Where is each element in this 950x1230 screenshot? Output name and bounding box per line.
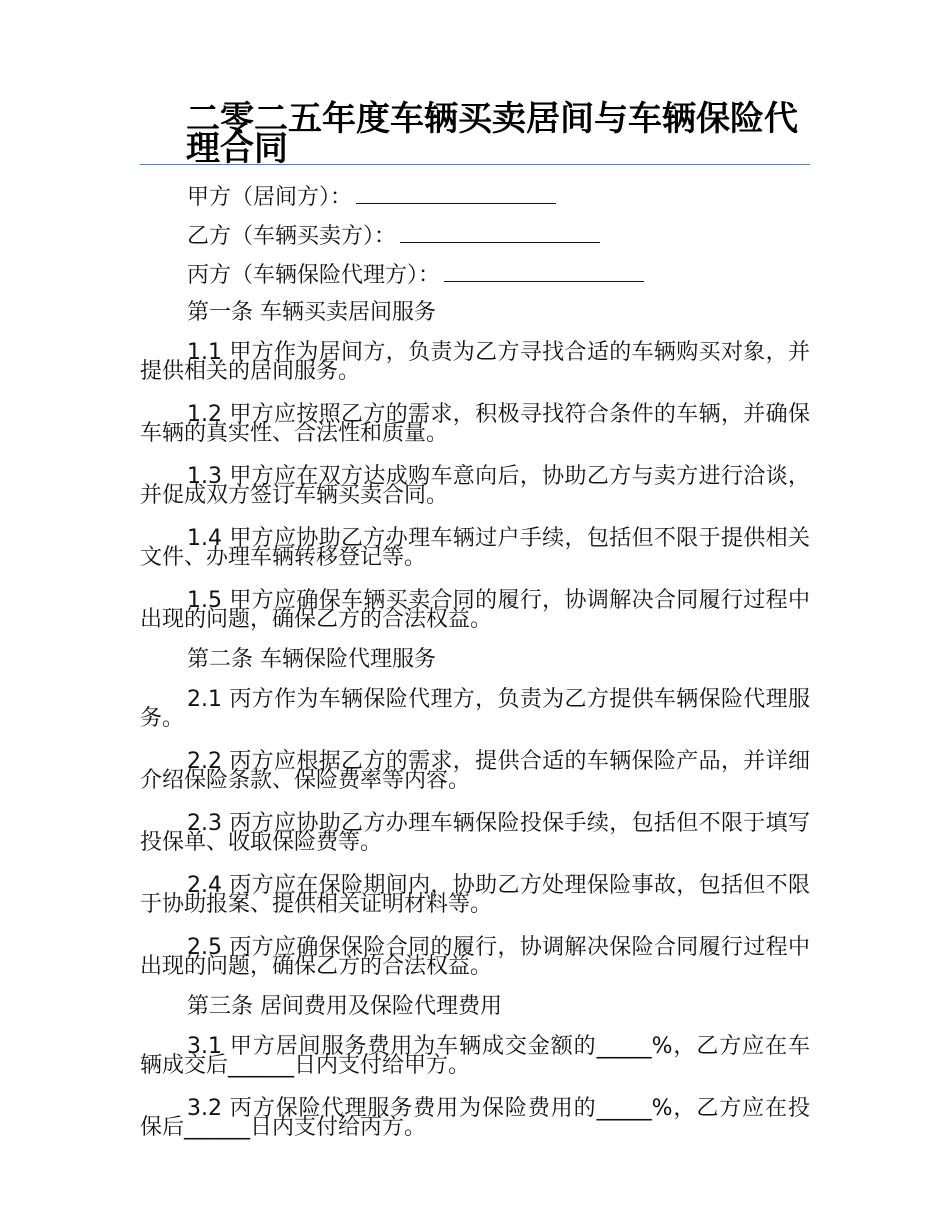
clause-2-4: 2.4 丙方应在保险期间内，协助乙方处理保险事故，包括但不限于协助报案、提供相关证明材料等。 bbox=[140, 873, 810, 917]
party-a-label: 甲方（居间方）： bbox=[187, 185, 353, 210]
party-a-blank bbox=[356, 183, 556, 204]
section-3 bbox=[140, 994, 810, 1141]
party-a bbox=[140, 183, 810, 211]
party-c bbox=[140, 261, 810, 289]
parties-block bbox=[140, 183, 810, 289]
clause-2-2: 2.2 丙方应根据乙方的需求，提供合适的车辆保险产品，并详细介绍保险条款、保险费率等内容。 bbox=[140, 749, 810, 793]
clause-1-5: 1.5 甲方应确保车辆买卖合同的履行，协调解决合同履行过程中出现的问题，确保乙方的合法权益。 bbox=[140, 588, 810, 632]
section-2 bbox=[140, 647, 810, 980]
party-b-blank bbox=[400, 222, 600, 243]
clause-3-1: 3.1 甲方居间服务费用为车辆成交金额的_____%，乙方应在车辆成交后______日内支付给甲方。 bbox=[140, 1034, 810, 1078]
clause-1-3: 1.3 甲方应在双方达成购车意向后，协助乙方与卖方进行洽谈，并促成双方签订车辆买卖合同。 bbox=[140, 464, 810, 508]
contract-page bbox=[140, 99, 810, 1155]
party-b-label: 乙方（车辆买卖方）： bbox=[187, 224, 397, 249]
section-heading: 第三条 居间费用及保险代理费用 bbox=[187, 994, 502, 1019]
clause-2-3: 2.3 丙方应协助乙方办理车辆保险投保手续，包括但不限于填写投保单、收取保险费等。 bbox=[140, 811, 810, 855]
party-c-label: 丙方（车辆保险代理方）： bbox=[187, 263, 441, 288]
document-title: 二零二五年度车辆买卖居间与车辆保险代理合同 bbox=[186, 99, 798, 169]
section-heading: 第一条 车辆买卖居间服务 bbox=[187, 300, 436, 325]
party-b bbox=[140, 222, 810, 250]
clause-3-2: 3.2 丙方保险代理服务费用为保险费用的_____%，乙方应在投保后______日内支付给丙方。 bbox=[140, 1096, 810, 1140]
clause-2-1: 2.1 丙方作为车辆保险代理方，负责为乙方提供车辆保险代理服务。 bbox=[140, 687, 810, 731]
clause-2-5: 2.5 丙方应确保保险合同的履行，协调解决保险合同履行过程中出现的问题，确保乙方的合法权益。 bbox=[140, 935, 810, 979]
party-c-blank bbox=[444, 261, 644, 282]
clause-1-4: 1.4 甲方应协助乙方办理车辆过户手续，包括但不限于提供相关文件、办理车辆转移登记等。 bbox=[140, 526, 810, 570]
clause-1-2: 1.2 甲方应按照乙方的需求，积极寻找符合条件的车辆，并确保车辆的真实性、合法性和质量。 bbox=[140, 402, 810, 446]
clause-1-1: 1.1 甲方作为居间方，负责为乙方寻找合适的车辆购买对象，并提供相关的居间服务。 bbox=[140, 340, 810, 384]
section-1 bbox=[140, 300, 810, 633]
section-heading: 第二条 车辆保险代理服务 bbox=[187, 647, 436, 672]
